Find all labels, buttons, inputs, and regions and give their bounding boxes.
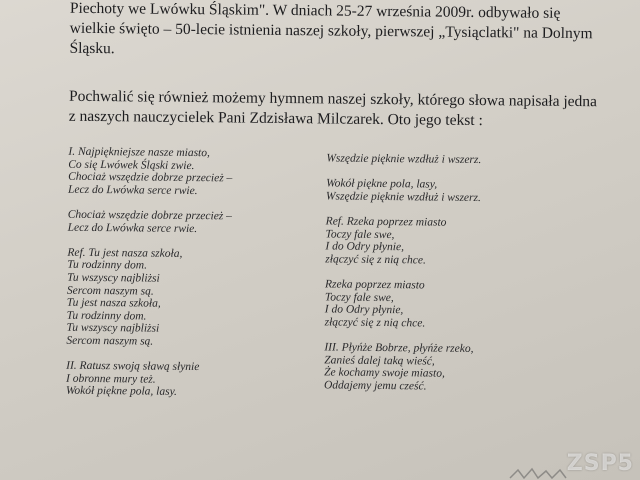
- anthem-line: I do Odry płynie,: [324, 303, 404, 317]
- anthem-line: Chociaż wszędzie dobrze przecież –: [68, 170, 233, 185]
- anthem-line: Chociaż wszędzie dobrze przecież –: [67, 208, 232, 223]
- anthem-line: Toczy fale swe,: [325, 227, 395, 241]
- anthem-line: II. Ratusz swoją sławą słynie: [66, 359, 200, 374]
- anthem-line: Sercom naszym są.: [66, 334, 154, 348]
- anthem-intro-line: z naszych nauczycielek Pani Zdzisława Milczarek. Oto jego tekst :: [68, 107, 483, 130]
- anthem-intro-line: Pochwalić się również możemy hymnem naszej szkoły, którego słowa napisała jedna: [68, 87, 598, 111]
- anthem-line: Wokół piękne pola, lasy,: [326, 177, 438, 191]
- anthem-line: Tu rodzinny dom.: [67, 259, 148, 272]
- anthem-stanza: [68, 146, 309, 199]
- anthem-line: Lecz do Lwówka serce rwie.: [67, 183, 198, 197]
- anthem-line: Co się Lwówek Śląski zwie.: [68, 158, 195, 172]
- anthem-stanza: [325, 278, 566, 331]
- anthem-intro-paragraph: [68, 87, 598, 132]
- anthem-line: I obronne mury też.: [65, 372, 156, 386]
- anthem-line: Ref. Tu jest nasza szkoła,: [67, 246, 183, 260]
- anthem-line: Wokół piękne pola, lasy.: [65, 384, 178, 399]
- anthem-left-column: [66, 146, 309, 413]
- anthem-line: Tu wszyscy najbliżsi: [66, 322, 160, 335]
- anthem-stanza: [324, 341, 565, 394]
- anthem-line: złączyć się z nią chce.: [324, 316, 426, 330]
- anthem-line: Sercom naszym są.: [66, 284, 154, 298]
- anthem-stanza: [326, 152, 566, 167]
- anthem-line: Lecz do Lwówka serce rwie.: [67, 221, 198, 235]
- anthem-line: I. Najpiękniejsze nasze miasto,: [68, 145, 210, 160]
- anthem-line: złączyć się z nią chce.: [325, 253, 426, 267]
- anthem-right-column: [324, 152, 567, 406]
- watermark-logo: ZSP5: [566, 451, 634, 476]
- anthem-line: Wszędzie pięknie wzdłuż i wszerz.: [326, 152, 482, 167]
- pen-mark: [508, 466, 568, 480]
- anthem-stanza: [66, 360, 306, 400]
- anthem-line: Tu wszyscy najbliżsi: [67, 271, 160, 285]
- intro-line: Śląsku.: [69, 39, 115, 58]
- anthem-line: I do Odry płynie,: [325, 240, 405, 254]
- anthem-line: Oddajemy jemu cześć.: [323, 379, 427, 393]
- anthem-line: III. Płyńże Bobrze, płyńże rzeko,: [324, 341, 474, 355]
- anthem-line: Wszędzie pięknie wzdłuż i wszerz.: [325, 190, 481, 204]
- intro-paragraph: [69, 0, 593, 64]
- anthem-line: Rzeka poprzez miasto: [324, 278, 425, 292]
- anthem-line: Ref. Rzeka poprzez miasto: [325, 215, 447, 229]
- intro-line: Piechoty we Lwówku Śląskim". W dniach 25-27 września 2009r. odbywało się: [69, 0, 561, 22]
- anthem-stanza: [66, 246, 307, 349]
- intro-line: wielkie święto – 50-lecie istnienia naszej szkoły, pierwszej „Tysiąclatki" na Dolnym: [69, 19, 593, 43]
- anthem-line: Tu rodzinny dom.: [66, 309, 147, 323]
- anthem-line: Toczy fale swe,: [324, 290, 394, 304]
- anthem-stanza: [326, 178, 566, 206]
- anthem-line: Tu jest nasza szkoła,: [66, 296, 161, 310]
- anthem-line: Że kochamy swoje miasto,: [324, 366, 445, 380]
- anthem-line: Zanieś dalej taką wieść,: [324, 353, 435, 368]
- anthem-stanza: [68, 209, 308, 237]
- anthem-stanza: [325, 215, 566, 268]
